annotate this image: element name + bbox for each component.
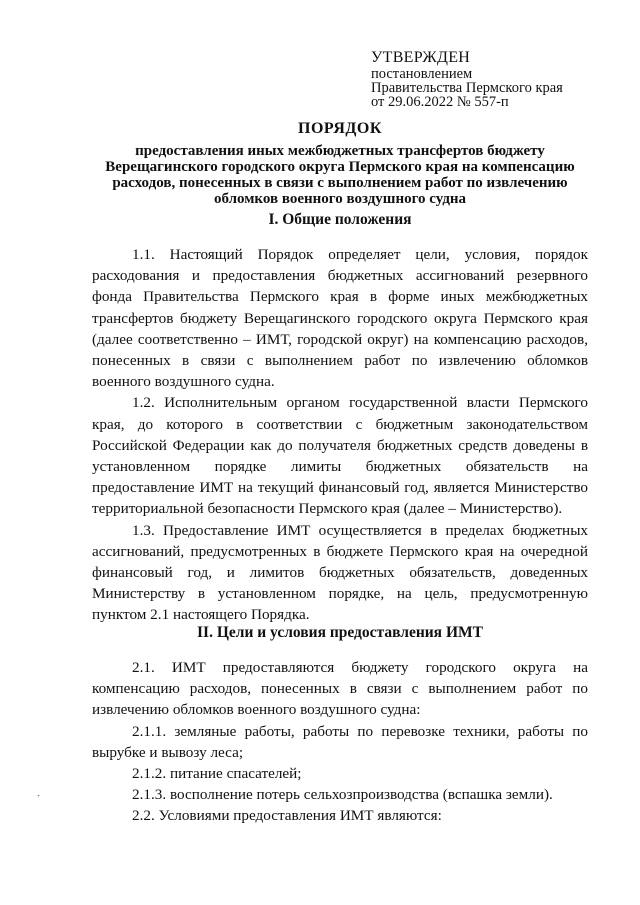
title-subtitle-line: обломков военного воздушного судна (213, 191, 467, 207)
approval-line: постановлением (371, 66, 473, 82)
approval-line: Правительства Пермского края (371, 80, 563, 96)
title-subtitle-line: предоставления иных межбюджетных трансфертов бюджету (135, 143, 545, 159)
section-heading-2: II. Цели и условия предоставления ИМТ (197, 624, 483, 641)
scan-speck (37, 794, 40, 797)
paragraph-1-2: 1.2. Исполнительным органом государственной власти Пермского края, до которого в соответствии с бюджетным законодательством Российской Федерации как до получателя бюджетных средств доведены в установленном порядке лимиты бюджетных обязательств на предоставление ИМТ на текущий финансовый год, является Министерство территориальной безопасности Пермского края (далее – Министерство). (92, 394, 588, 518)
approval-line: от 29.06.2022 № 557-п (371, 94, 509, 110)
paragraph-1-1: 1.1. Настоящий Порядок определяет цели, условия, порядок расходования и предоставления бюджетных ассигнований резервного фонда Правительства Пермского края в форме иных межбюджетных трансфертов бюджету Верещагинского городского округа Пермского края (далее соответственно – ИМТ, городской округ) на компенсацию расходов, понесенных в связи с выполнением работ по извлечению обломков военного воздушного судна. (92, 246, 588, 391)
title-main: ПОРЯДОК (298, 120, 382, 137)
paragraph-2-1-1: 2.1.1. земляные работы, работы по перевозке техники, работы по вырубке и вывозу леса; (92, 722, 588, 761)
approval-stamp (371, 51, 621, 109)
title-subtitle-line: расходов, понесенных в связи с выполнением работ по извлечению (112, 175, 568, 191)
section-heading-1: I. Общие положения (268, 211, 412, 228)
section-1-body (92, 244, 588, 626)
paragraph-2-1: 2.1. ИМТ предоставляются бюджету городского округа на компенсацию расходов, понесенных в связи с выполнением работ по извлечению обломков военного воздушного судна: (92, 659, 588, 719)
paragraph-2-1-3: 2.1.3. восполнение потерь сельхозпроизводства (вспашка земли). (132, 786, 553, 804)
paragraph-2-2: 2.2. Условиями предоставления ИМТ являются: (132, 807, 442, 825)
title-subtitle-line: Верещагинского городского округа Пермского края на компенсацию (105, 159, 575, 175)
section-2-body (92, 657, 588, 827)
document-title (90, 121, 590, 207)
paragraph-2-1-2: 2.1.2. питание спасателей; (132, 765, 302, 783)
paragraph-1-3: 1.3. Предоставление ИМТ осуществляется в пределах бюджетных ассигнований, предусмотренных в бюджете Пермского края на очередной финансовый год, и лимитов бюджетных обязательств, доведенных Министерству в установленном порядке, на цель, предусмотренную пунктом 2.1 настоящего Порядка. (92, 521, 588, 624)
approval-heading: УТВЕРЖДЕН (371, 49, 471, 66)
